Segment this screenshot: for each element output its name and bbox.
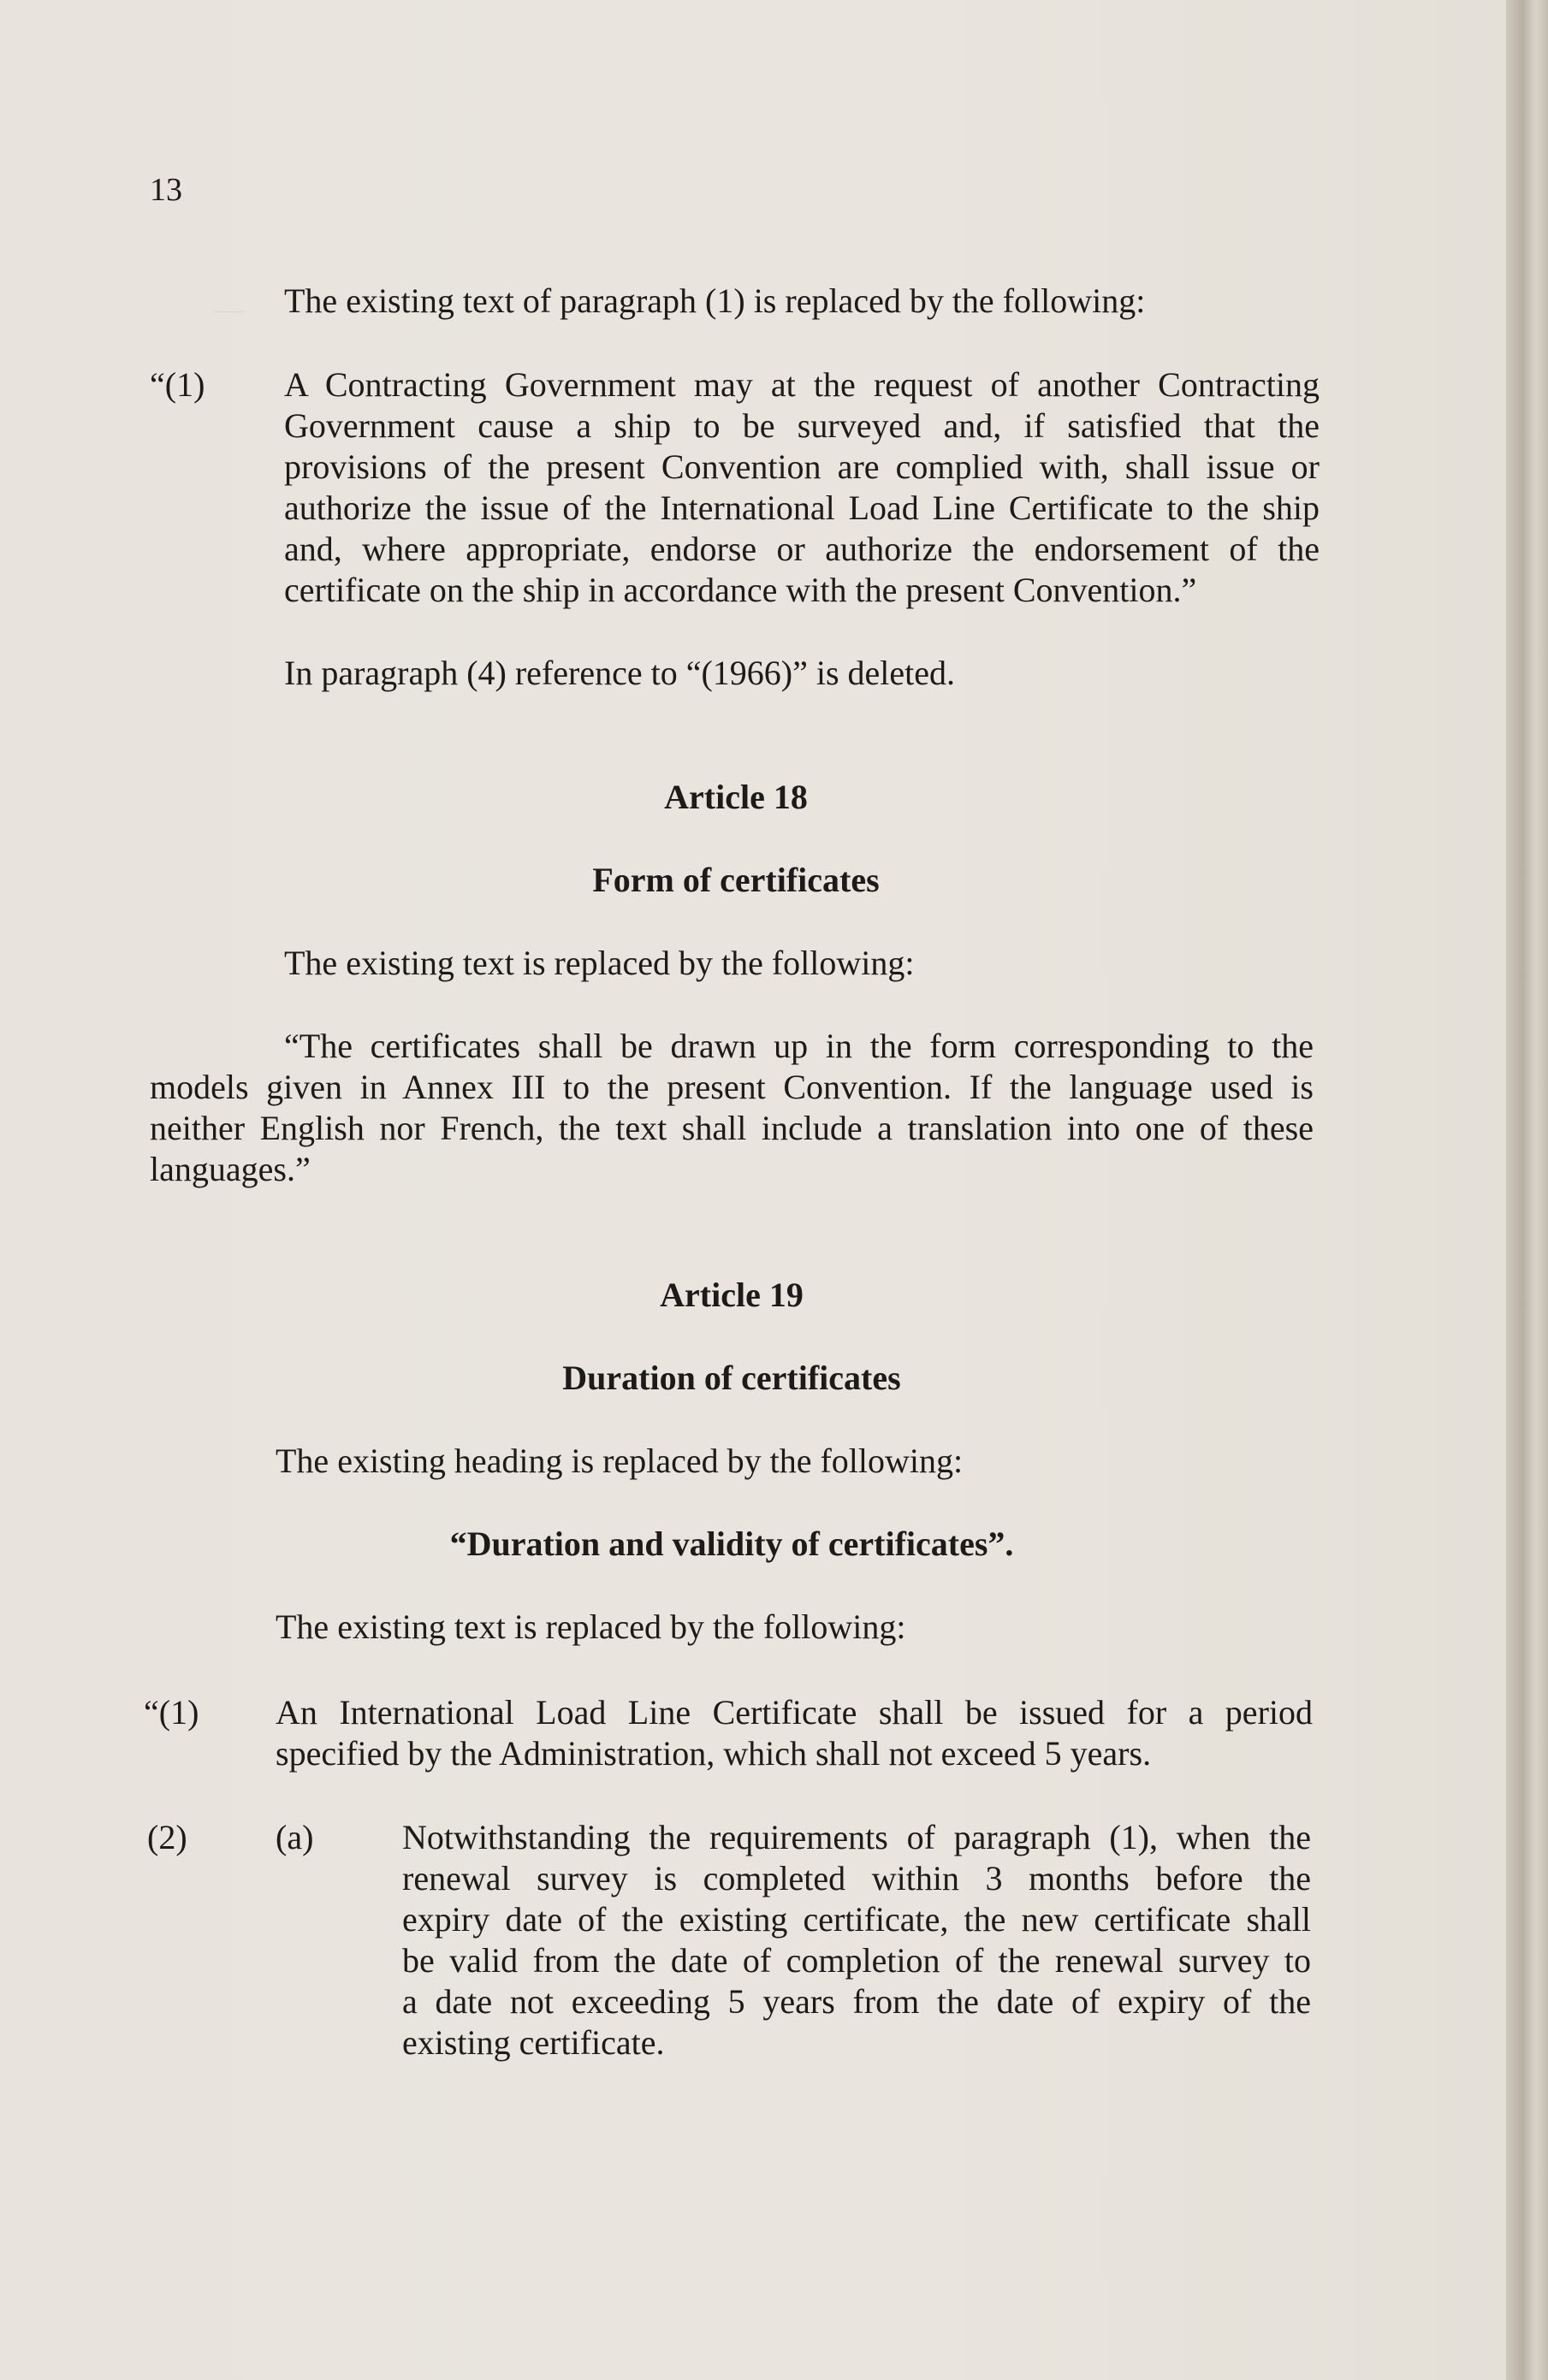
article-19-paragraph-1 bbox=[276, 1692, 1313, 1774]
article-18-quote bbox=[150, 1026, 1314, 1190]
article-18-title: Article 18 bbox=[664, 778, 808, 816]
article-17-paragraph-4-note: In paragraph (4) reference to “(1966)” is deleted. bbox=[284, 654, 956, 692]
article-19-paragraph-1-number: “(1) bbox=[144, 1693, 199, 1732]
text-line: neither English nor French, the text shall include a translation into one of these bbox=[150, 1109, 1314, 1147]
text-line: a date not exceeding 5 years from the date of expiry of the bbox=[402, 1982, 1311, 2021]
text-line: be valid from the date of completion of the renewal survey to bbox=[402, 1941, 1311, 1980]
text-line: models given in Annex III to the present Convention. If the language used is bbox=[150, 1068, 1314, 1106]
article-19-paragraph-2a-label: (a) bbox=[276, 1818, 314, 1856]
text-line: Government cause a ship to be surveyed and, if satisfied that the bbox=[284, 406, 1320, 445]
article-18-intro: The existing text is replaced by the following: bbox=[284, 944, 915, 982]
article-17-paragraph-1-number: “(1) bbox=[150, 365, 205, 404]
text-line: expiry date of the existing certificate, the new certificate shall bbox=[402, 1900, 1311, 1939]
text-line: provisions of the present Convention are complied with, shall issue or bbox=[284, 447, 1320, 486]
article-19-paragraph-2-number: (2) bbox=[147, 1818, 187, 1856]
article-19-title: Article 19 bbox=[660, 1276, 804, 1314]
text-line: specified by the Administration, which shall not exceed 5 years. bbox=[276, 1734, 1152, 1773]
text-line: certificate on the ship in accordance with the present Convention.” bbox=[284, 571, 1197, 609]
article-19-paragraph-2a bbox=[402, 1817, 1311, 2063]
article-18-subtitle: Form of certificates bbox=[592, 861, 880, 899]
article-19-subtitle: Duration of certificates bbox=[562, 1359, 901, 1397]
show-through-text: — bbox=[214, 292, 245, 326]
article-17-paragraph-1 bbox=[284, 364, 1320, 611]
text-line: existing certificate. bbox=[402, 2023, 665, 2062]
article-19-text-intro: The existing text is replaced by the following: bbox=[276, 1607, 906, 1646]
article-19-heading-intro: The existing heading is replaced by the following: bbox=[276, 1442, 964, 1480]
text-line: renewal survey is completed within 3 months before the bbox=[402, 1859, 1311, 1897]
article-19-new-heading: “Duration and validity of certificates”. bbox=[449, 1525, 1014, 1563]
text-line: languages.” bbox=[150, 1150, 311, 1188]
article-17-intro: The existing text of paragraph (1) is replaced by the following: bbox=[284, 281, 1146, 320]
text-line: Notwithstanding the requirements of paragraph (1), when the bbox=[402, 1818, 1311, 1856]
text-line: A Contracting Government may at the request of another Contracting bbox=[284, 365, 1320, 404]
page-edge bbox=[1506, 0, 1548, 2380]
text-line: An International Load Line Certificate shall be issued for a period bbox=[276, 1693, 1313, 1732]
text-line: “The certificates shall be drawn up in the form corresponding to the bbox=[284, 1027, 1314, 1065]
text-line: authorize the issue of the International Load Line Certificate to the ship bbox=[284, 488, 1320, 527]
text-line: and, where appropriate, endorse or authorize the endorsement of the bbox=[284, 530, 1320, 568]
page-number: 13 bbox=[150, 172, 182, 208]
